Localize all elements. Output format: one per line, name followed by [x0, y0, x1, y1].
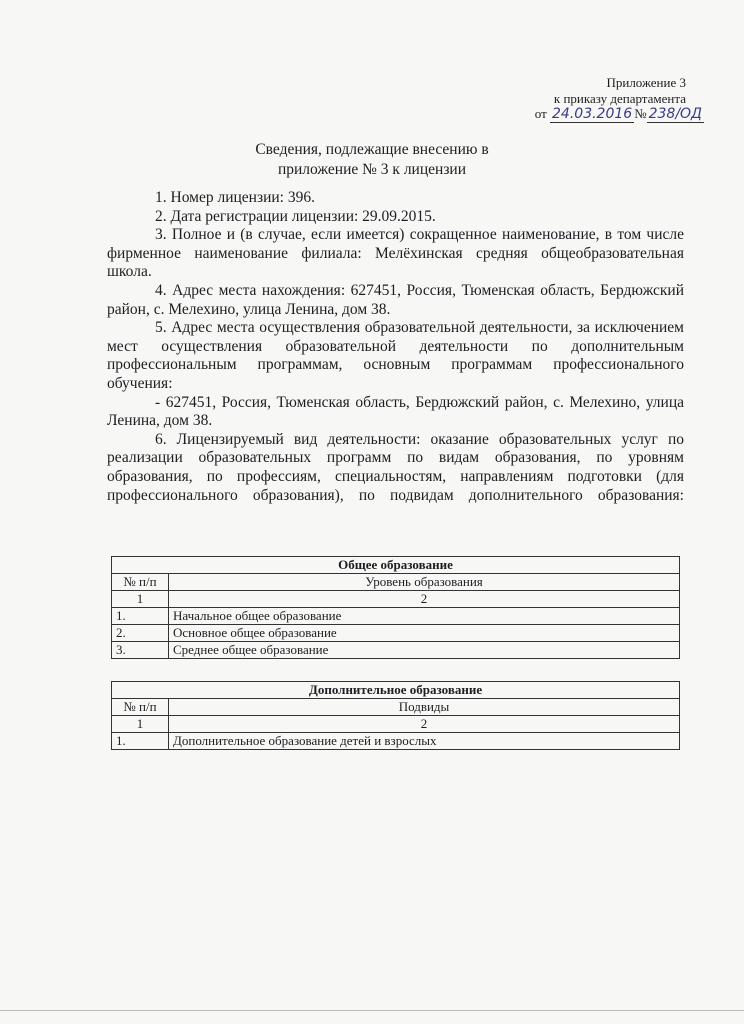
handwritten-date: 24.03.2016 — [552, 106, 633, 122]
education-level: Среднее общее образование — [169, 642, 680, 659]
row-number: 1. — [112, 608, 169, 625]
table-row — [112, 642, 680, 659]
column-header: Подвиды — [169, 699, 680, 716]
number-sign: № — [634, 106, 647, 121]
row-number: 2. — [112, 625, 169, 642]
row-number: 1. — [112, 733, 169, 750]
additional-education-table — [111, 681, 680, 750]
column-header: № п/п — [112, 699, 169, 716]
table-caption: Дополнительное образование — [112, 682, 680, 699]
column-index: 2 — [169, 591, 680, 608]
order-date-number — [535, 106, 704, 122]
education-level: Основное общее образование — [169, 625, 680, 642]
column-header: Уровень образования — [169, 574, 680, 591]
from-prefix: от — [534, 106, 547, 121]
title-line-1: Сведения, подлежащие внесению в — [255, 141, 489, 158]
appendix-label: Приложение 3 — [606, 75, 686, 90]
column-header: № п/п — [112, 574, 169, 591]
education-level: Начальное общее образование — [169, 608, 680, 625]
handwritten-number: 238/ОД — [648, 106, 702, 122]
table-row — [112, 608, 680, 625]
scan-edge-line — [0, 1010, 744, 1011]
table-row — [112, 733, 680, 750]
paragraph-activity-address: 5. Адрес места осуществления образовательной деятельности, за исключением мест осуществления образовательной деятельности по дополнительным профессиональным программам, основным программам профессионального обучения: — [107, 319, 684, 392]
education-subtype: Дополнительное образование детей и взрослых — [169, 733, 680, 750]
column-index: 1 — [112, 591, 169, 608]
paragraph-location-address: 4. Адрес места нахождения: 627451, Россия, Тюменская область, Бердюжский район, с. Мелехино, улица Ленина, дом 38. — [107, 281, 684, 318]
order-reference: к приказу департамента — [553, 91, 686, 106]
paragraph-licensed-activity: 6. Лицензируемый вид деятельности: оказание образовательных услуг по реализации образовательных программ по видам образования, по уровням образования, по профессиям, специальностям, направлениям подготовки (для профессионального образования), по подвидам дополнительного образования: — [107, 430, 684, 504]
table-caption: Общее образование — [112, 557, 680, 574]
general-education-table — [111, 556, 680, 659]
column-index: 2 — [169, 716, 680, 733]
paragraph-license-number: 1. Номер лицензии: 396. — [155, 189, 315, 206]
table-row — [112, 625, 680, 642]
document-title — [0, 140, 744, 180]
document-body — [107, 189, 684, 505]
paragraph-branch-name: 3. Полное и (в случае, если имеется) сокращенное наименование, в том числе фирменное наименование филиала: Мелёхинская средняя общеобразовательная школа. — [107, 226, 684, 281]
paragraph-activity-address-item: - 627451, Россия, Тюменская область, Бердюжский район, с. Мелехино, улица Ленина, дом 38. — [107, 393, 684, 430]
column-index: 1 — [112, 716, 169, 733]
title-line-2: приложение № 3 к лицензии — [277, 161, 467, 178]
paragraph-registration-date: 2. Дата регистрации лицензии: 29.09.2015. — [155, 207, 436, 225]
row-number: 3. — [112, 642, 169, 659]
